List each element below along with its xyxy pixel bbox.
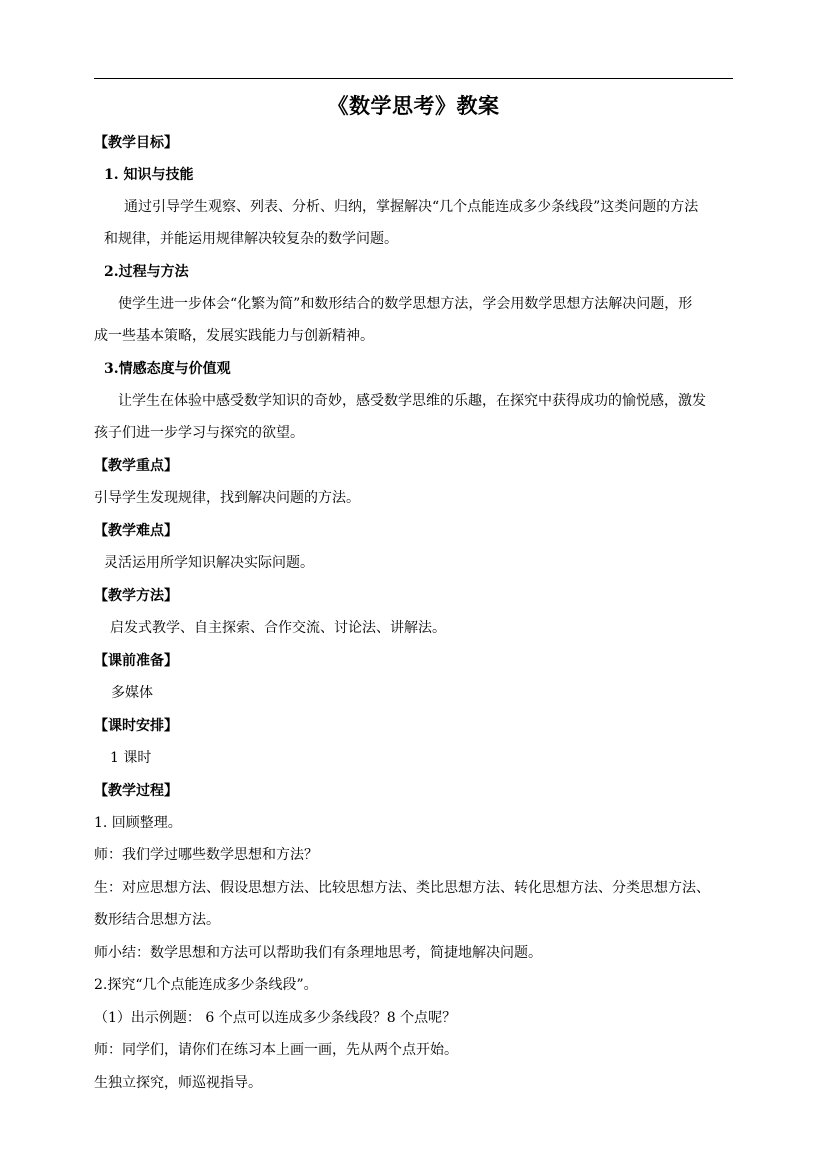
schedule-heading: 【课时安排】	[94, 718, 178, 734]
difficulty-heading: 【教学难点】	[94, 523, 178, 539]
goals-s1-line1: 通过引导学生观察、列表、分析、归纳，掌握解决“几个点能连成多少条线段”这类问题的方法	[124, 199, 699, 215]
process-heading: 【教学过程】	[94, 783, 178, 799]
top-rule	[94, 78, 733, 79]
methods-text: 启发式教学、自主探索、合作交流、讨论法、讲解法。	[110, 620, 446, 636]
goals-heading: 【教学目标】	[94, 135, 178, 151]
process-line: 师：同学们，请你们在练习本上画一画，先从两个点开始。	[94, 1042, 458, 1058]
process-line: （1）出示例题： 6 个点可以连成多少条线段？8 个点呢？	[94, 1010, 457, 1026]
goals-s1-heading: 1. 知识与技能	[104, 167, 194, 183]
goals-s3-heading: 3.情感态度与价值观	[104, 361, 231, 377]
process-line: 数形结合思想方法。	[94, 912, 220, 928]
goals-s3-line2: 孩子们进一步学习与探究的欲望。	[94, 425, 304, 441]
process-line: 师小结：数学思想和方法可以帮助我们有条理地思考，简捷地解决问题。	[94, 945, 542, 961]
methods-heading: 【教学方法】	[94, 588, 178, 604]
process-line: 师：我们学过哪些数学思想和方法？	[94, 847, 318, 863]
goals-s2-heading: 2.过程与方法	[104, 264, 189, 280]
process-line: 2.探究“几个点能连成多少条线段”。	[94, 977, 318, 993]
prep-text: 多媒体	[111, 685, 153, 701]
goals-s1-line2: 和规律，并能运用规律解决较复杂的数学问题。	[104, 231, 398, 247]
goals-s3-line1: 让学生在体验中感受数学知识的奇妙，感受数学思维的乐趣，在探究中获得成功的愉悦感，激发	[118, 393, 706, 409]
focus-text: 引导学生发现规律，找到解决问题的方法。	[94, 490, 360, 506]
process-line: 生：对应思想方法、假设思想方法、比较思想方法、类比思想方法、转化思想方法、分类思想方法、	[94, 880, 710, 896]
page-title: 《数学思考》教案	[327, 93, 500, 118]
process-line: 1. 回顾整理。	[94, 815, 182, 831]
prep-heading: 【课前准备】	[94, 653, 178, 669]
difficulty-text: 灵活运用所学知识解决实际问题。	[104, 555, 314, 571]
process-line: 生独立探究，师巡视指导。	[94, 1075, 262, 1091]
goals-s2-line2: 成一些基本策略，发展实践能力与创新精神。	[94, 328, 374, 344]
focus-heading: 【教学重点】	[94, 458, 178, 474]
schedule-text: 1 课时	[110, 750, 152, 766]
goals-s2-line1: 使学生进一步体会“化繁为简”和数形结合的数学思想方法，学会用数学思想方法解决问题，形	[118, 296, 693, 312]
